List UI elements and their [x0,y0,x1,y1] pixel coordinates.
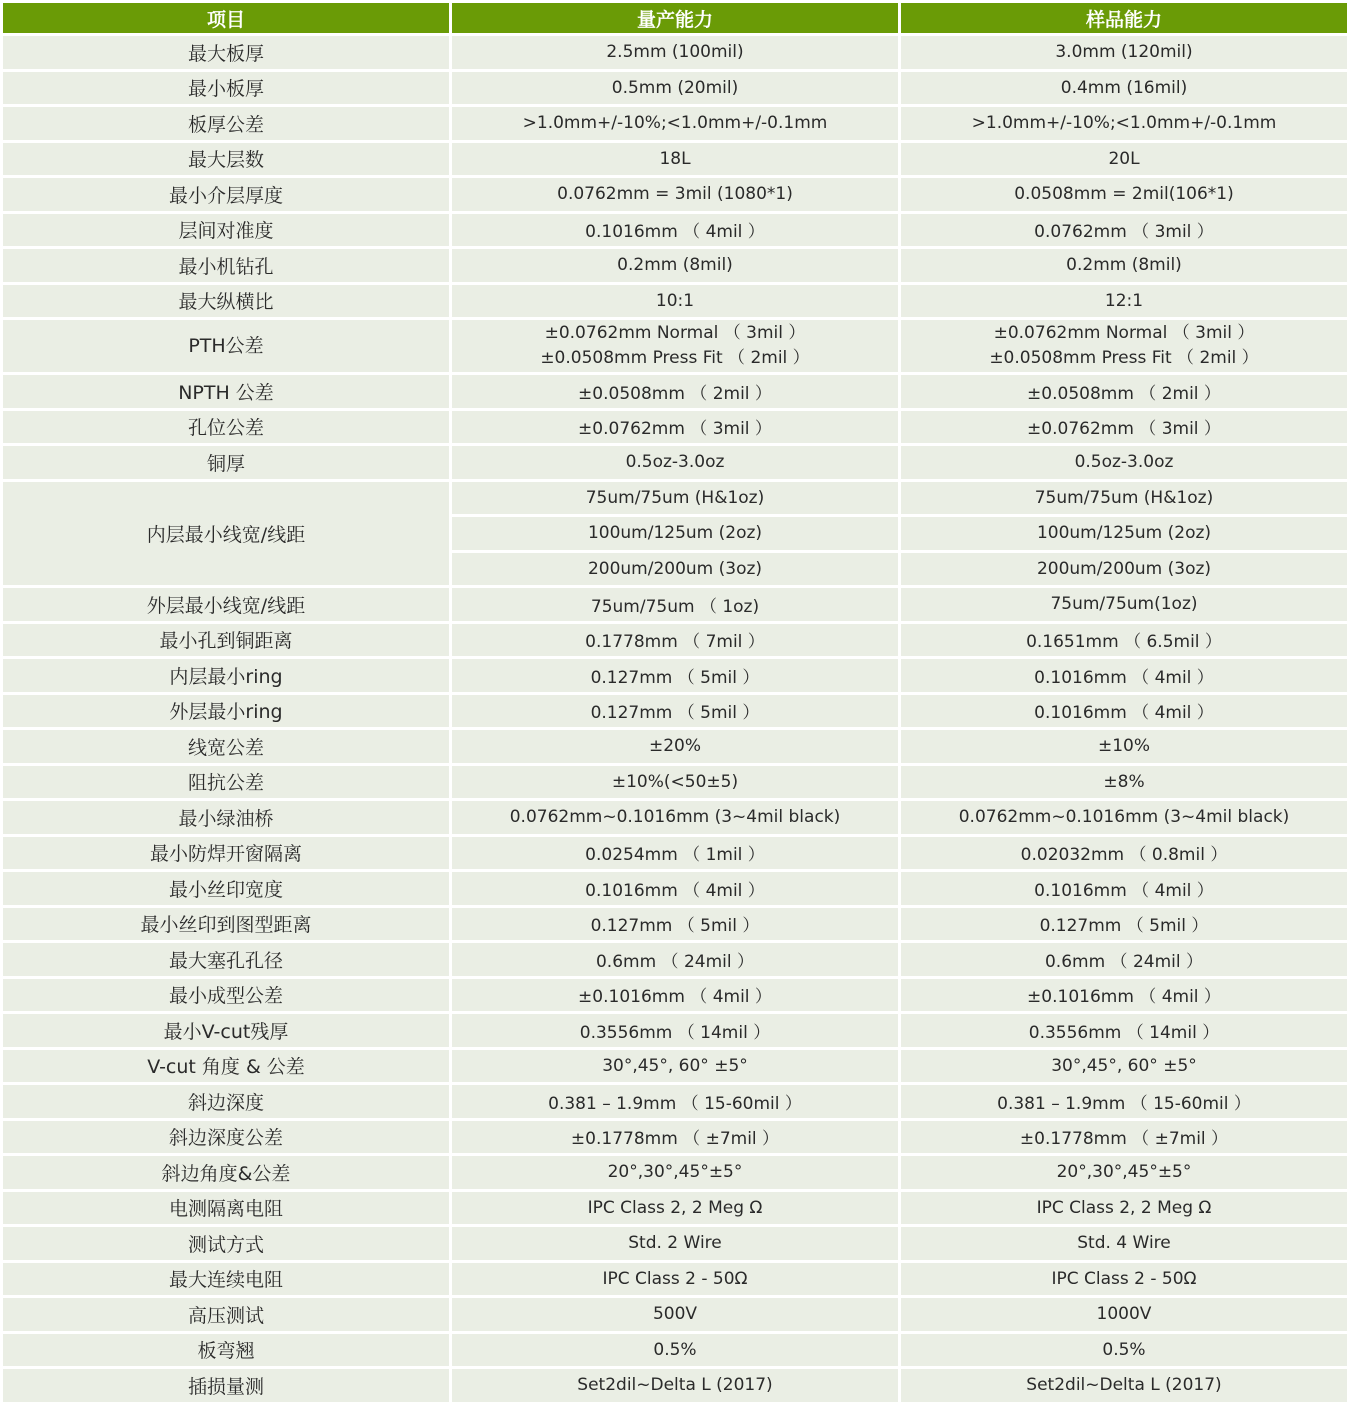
table-row [3,143,1347,176]
row-mass-line-1: ±0.0762mm Normal （ 3mil ） [544,323,806,343]
row-item: 内层最小ring [3,659,449,692]
row-mass: 0.381 – 1.9mm （ 15-60mil ） [452,1085,898,1118]
row-sample: ±0.1778mm （ ±7mil ） [901,1121,1347,1154]
table-row [3,943,1347,976]
row-sample: 0.1651mm （ 6.5mil ） [901,624,1347,657]
row-sample: >1.0mm+/-10%;<1.0mm+/-0.1mm [901,107,1347,140]
row-item-inner-line: 内层最小线宽/线距 [3,482,449,586]
row-mass: 0.127mm （ 5mil ） [452,695,898,728]
row-item: 最小防焊开窗隔离 [3,837,449,870]
row-sample: 12:1 [901,285,1347,318]
row-mass: Std. 2 Wire [452,1227,898,1260]
row-mass: 0.3556mm （ 14mil ） [452,1014,898,1047]
row-mass: 0.5oz-3.0oz [452,446,898,479]
row-mass: ±0.0762mm （ 3mil ） [452,411,898,444]
row-sample: 0.02032mm （ 0.8mil ） [901,837,1347,870]
row-sample: ±0.0508mm （ 2mil ） [901,375,1347,408]
row-sample: 30°,45°, 60° ±5° [901,1050,1347,1083]
table-row [3,249,1347,282]
row-sample: 0.127mm （ 5mil ） [901,908,1347,941]
row-item: PTH公差 [3,320,449,372]
row-mass: 20°,30°,45°±5° [452,1156,898,1189]
header-sample-capability: 样品能力 [901,3,1347,33]
row-sample: 0.381 – 1.9mm （ 15-60mil ） [901,1085,1347,1118]
row-sample: ±8% [901,766,1347,799]
row-sample-line-2: ±0.0508mm Press Fit （ 2mil ） [989,348,1259,368]
row-item: 最大连续电阻 [3,1263,449,1296]
row-sample: 75um/75um (H&1oz) [901,482,1347,515]
row-sample: 0.3556mm （ 14mil ） [901,1014,1347,1047]
table-row [3,908,1347,941]
row-item: 线宽公差 [3,730,449,763]
row-mass: IPC Class 2 - 50Ω [452,1263,898,1296]
row-item: 插损量测 [3,1369,449,1402]
row-sample: Set2dil~Delta L (2017) [901,1369,1347,1402]
row-mass: ±0.1016mm （ 4mil ） [452,979,898,1012]
row-mass: 0.0762mm = 3mil (1080*1) [452,178,898,211]
row-mass: 200um/200um (3oz) [452,553,898,586]
row-mass: 0.0254mm （ 1mil ） [452,837,898,870]
row-sample: ±0.1016mm （ 4mil ） [901,979,1347,1012]
row-sample: IPC Class 2 - 50Ω [901,1263,1347,1296]
table-row [3,178,1347,211]
row-mass: ±0.1778mm （ ±7mil ） [452,1121,898,1154]
row-mass: ±10%(<50±5) [452,766,898,799]
row-mass-line-2: ±0.0508mm Press Fit （ 2mil ） [540,348,810,368]
row-sample: 1000V [901,1298,1347,1331]
row-mass: 100um/125um (2oz) [452,517,898,550]
row-item: 最小机钻孔 [3,249,449,282]
row-item: 外层最小ring [3,695,449,728]
row-sample: 0.4mm (16mil) [901,72,1347,105]
row-item: 最小绿油桥 [3,801,449,834]
row-sample-line-1: ±0.0762mm Normal （ 3mil ） [993,323,1255,343]
row-mass: 18L [452,143,898,176]
row-sample: 0.0762mm~0.1016mm (3~4mil black) [901,801,1347,834]
row-sample: 3.0mm (120mil) [901,36,1347,69]
row-mass: 0.1016mm （ 4mil ） [452,214,898,247]
row-item: 最大塞孔孔径 [3,943,449,976]
table-row [3,446,1347,479]
row-item: 最小成型公差 [3,979,449,1012]
table-row [3,1227,1347,1260]
row-item: 最大纵横比 [3,285,449,318]
row-mass: Set2dil~Delta L (2017) [452,1369,898,1402]
row-mass: >1.0mm+/-10%;<1.0mm+/-0.1mm [452,107,898,140]
row-item: 斜边角度&公差 [3,1156,449,1189]
row-item: 最大层数 [3,143,449,176]
table-row [3,1298,1347,1331]
header-row [3,3,1347,33]
row-mass: 0.127mm （ 5mil ） [452,908,898,941]
row-item: 高压测试 [3,1298,449,1331]
row-item: 孔位公差 [3,411,449,444]
row-sample [901,320,1347,372]
table-row [3,320,1347,372]
table-row [3,1014,1347,1047]
row-sample: 20°,30°,45°±5° [901,1156,1347,1189]
row-item: NPTH 公差 [3,375,449,408]
table-row [3,1050,1347,1083]
table-row [3,1156,1347,1189]
table-row [3,482,1347,515]
table-row [3,837,1347,870]
table-row [3,872,1347,905]
row-mass: ±20% [452,730,898,763]
table-row [3,730,1347,763]
row-mass: 0.1778mm （ 7mil ） [452,624,898,657]
row-mass: 10:1 [452,285,898,318]
row-item: 铜厚 [3,446,449,479]
row-item: 层间对准度 [3,214,449,247]
row-item: 最小丝印宽度 [3,872,449,905]
row-mass: 30°,45°, 60° ±5° [452,1050,898,1083]
table-row [3,801,1347,834]
table-row [3,588,1347,621]
row-sample: 200um/200um (3oz) [901,553,1347,586]
row-mass [452,320,898,372]
row-mass: 0.2mm (8mil) [452,249,898,282]
row-item: 最小板厚 [3,72,449,105]
row-item: 最小V-cut残厚 [3,1014,449,1047]
table-row [3,1369,1347,1402]
row-mass: 0.0762mm~0.1016mm (3~4mil black) [452,801,898,834]
row-sample: 20L [901,143,1347,176]
row-item: 最小丝印到图型距离 [3,908,449,941]
row-sample: 0.5% [901,1334,1347,1367]
table-row [3,1121,1347,1154]
row-item: 最大板厚 [3,36,449,69]
row-sample: IPC Class 2, 2 Meg Ω [901,1192,1347,1225]
row-item: 阻抗公差 [3,766,449,799]
row-sample: 75um/75um(1oz) [901,588,1347,621]
table-row [3,411,1347,444]
row-mass: 500V [452,1298,898,1331]
table-row [3,375,1347,408]
table-row [3,72,1347,105]
row-sample: 0.6mm （ 24mil ） [901,943,1347,976]
table-row [3,695,1347,728]
row-sample: 0.1016mm （ 4mil ） [901,872,1347,905]
row-item: 外层最小线宽/线距 [3,588,449,621]
table-row [3,979,1347,1012]
table-row [3,766,1347,799]
row-sample: 0.1016mm （ 4mil ） [901,695,1347,728]
row-mass: 0.6mm （ 24mil ） [452,943,898,976]
row-sample: ±10% [901,730,1347,763]
row-mass: 0.5mm (20mil) [452,72,898,105]
table-row [3,107,1347,140]
row-mass: 75um/75um （ 1oz) [452,588,898,621]
table-row [3,1263,1347,1296]
header-mass-capability: 量产能力 [452,3,898,33]
table-row [3,1334,1347,1367]
row-item: 斜边深度 [3,1085,449,1118]
row-sample: 0.1016mm （ 4mil ） [901,659,1347,692]
table-row [3,285,1347,318]
header-item: 项目 [3,3,449,33]
row-sample: 0.2mm (8mil) [901,249,1347,282]
table-row [3,214,1347,247]
row-mass: 0.5% [452,1334,898,1367]
row-mass: 0.1016mm （ 4mil ） [452,872,898,905]
row-item: 电测隔离电阻 [3,1192,449,1225]
row-mass: 0.127mm （ 5mil ） [452,659,898,692]
row-item: 板厚公差 [3,107,449,140]
row-item: 斜边深度公差 [3,1121,449,1154]
row-mass: ±0.0508mm （ 2mil ） [452,375,898,408]
table-row [3,1085,1347,1118]
row-sample: 0.0508mm = 2mil(106*1) [901,178,1347,211]
table-row [3,624,1347,657]
row-mass: 75um/75um (H&1oz) [452,482,898,515]
row-item: 板弯翘 [3,1334,449,1367]
row-item: 测试方式 [3,1227,449,1260]
row-item: V-cut 角度 & 公差 [3,1050,449,1083]
row-item: 最小介层厚度 [3,178,449,211]
row-sample: 0.5oz-3.0oz [901,446,1347,479]
row-mass: IPC Class 2, 2 Meg Ω [452,1192,898,1225]
table-row [3,659,1347,692]
table-row [3,1192,1347,1225]
table-row [3,36,1347,69]
row-sample: 100um/125um (2oz) [901,517,1347,550]
row-mass: 2.5mm (100mil) [452,36,898,69]
row-sample: 0.0762mm （ 3mil ） [901,214,1347,247]
row-item: 最小孔到铜距离 [3,624,449,657]
row-sample: ±0.0762mm （ 3mil ） [901,411,1347,444]
row-sample: Std. 4 Wire [901,1227,1347,1260]
